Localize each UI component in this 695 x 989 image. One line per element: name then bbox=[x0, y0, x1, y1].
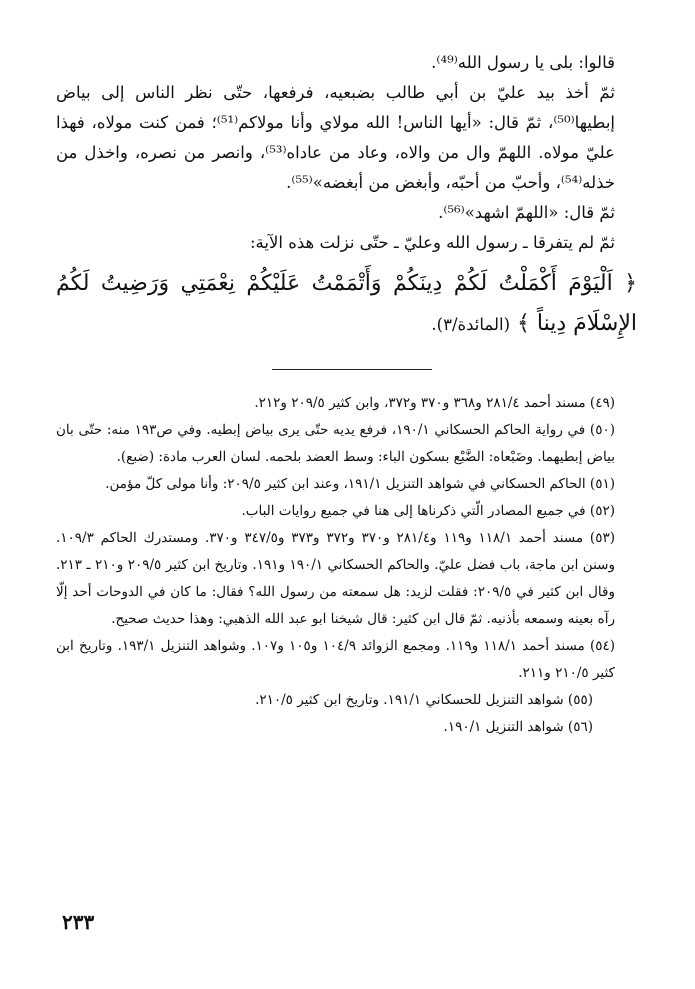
quran-verse-block bbox=[56, 264, 637, 345]
paragraph-hadith: ثمّ أخذ بيد عليّ بن أبي طالب بضبعيه، فرفعها، حتّى نظر الناس إلى بياض إبطيها⁽⁵⁰⁾، ثمّ قال: «أيها الناس! الله مولاي وأنا مولاكم⁽⁵¹⁾؛ فمن كنت مولاه، فهذا عليّ مولاه. اللهمّ وال من والاه، وعاد من عاداه⁽⁵³⁾، وانصر من نصره، واخذل من خذله⁽⁵⁴⁾، وأحبّ من أحبّه، وأبغض من أبغضه»⁽⁵⁵⁾. bbox=[56, 83, 616, 192]
quran-reference: (المائدة/٣). bbox=[431, 315, 511, 334]
footnote-divider bbox=[272, 369, 432, 370]
paragraph-reply: قالوا: بلى يا رسول الله⁽⁴⁹⁾. bbox=[431, 53, 615, 72]
footnote-50: (٥٠) في رواية الحاكم الحسكاني ١٩٠/١، فرفع يديه حتّى يرى بياض إبطيه. وفي ص١٩٣ منه: حتّى بان بياض إبطيهما. وضَبْعاه: الضَّبْع بسكون الباء: وسط العضد بلحمه. لسان العرب مادة: (ضبع). bbox=[56, 422, 615, 465]
footnote-55: (٥٥) شواهد التنزيل للحسكاني ١٩١/١. وتاريخ ابن كثير ٢١٠/٥. bbox=[255, 692, 593, 708]
footnotes bbox=[56, 390, 637, 741]
footnote-51: (٥١) الحاكم الحسكاني في شواهد التنزيل ١٩١/١، وعند ابن كثير ٢٠٩/٥: وأنا مولى كلّ مؤمن. bbox=[105, 476, 615, 492]
paragraph-witness: ثمّ قال: «اللهمّ اشهد»⁽⁵⁶⁾. bbox=[438, 203, 615, 222]
footnote-54: (٥٤) مسند أحمد ١١٨/١ و١١٩. ومجمع الزوائد ١٠٤/٩ و١٠٥ و١٠٧. وشواهد التنزيل ١٩٣/١. وتاريخ ابن كثير ٢١٠/٥ و٢١١. bbox=[56, 638, 616, 681]
footnote-49: (٤٩) مسند أحمد ٢٨١/٤ و٣٦٨ و٣٧٠ و٣٧٢، وابن كثير ٢٠٩/٥ و٢١٢. bbox=[254, 395, 615, 411]
quran-verse: ﴿ اَلْيَوْمَ أَكْمَلْتُ لَكُمْ دِينَكُمْ وَأَتْمَمْتُ عَلَيْكُمْ نِعْمَتِي وَرَضِيتُ لَكُمُ الإِسْلَامَ دِيناً ﴾ bbox=[56, 271, 637, 336]
paragraph-revelation: ثمّ لم يتفرقا ـ رسول الله وعليّ ـ حتّى نزلت هذه الآية: bbox=[250, 233, 615, 252]
page-number: ٢٣٣ bbox=[62, 910, 95, 934]
footnote-52: (٥٢) في جميع المصادر الّتي ذكرناها إلى هنا في جميع روايات الباب. bbox=[241, 503, 615, 519]
footnote-53: (٥٣) مسند أحمد ١١٨/١ و١١٩ و٢٨١/٤ و٣٧٠ و٣٧٢ و٣٧٣ و٣٤٧/٥ و٣٧٠. ومستدرك الحاكم ١٠٩/٣. وسنن ابن ماجة، باب فضل عليّ. والحاكم الحسكاني ١٩٠/١ و١٩١. وتاريخ ابن كثير ٢٠٩/٥ و٢١٠ ـ ٢١٣. وقال ابن كثير في ٢٠٩/٥: فقلت لزيد: هل سمعته من رسول الله؟ فقال: ما كان في الدوحات أحد إلّا رآه بعينه وسمعه بأذنيه. ثمّ قال ابن كثير: قال شيخنا ابو عبد الله الذهبي: وهذا حديث صحيح. bbox=[56, 530, 615, 627]
footnote-56: (٥٦) شواهد التنزيل ١٩٠/١. bbox=[443, 719, 593, 735]
main-text bbox=[56, 48, 637, 258]
